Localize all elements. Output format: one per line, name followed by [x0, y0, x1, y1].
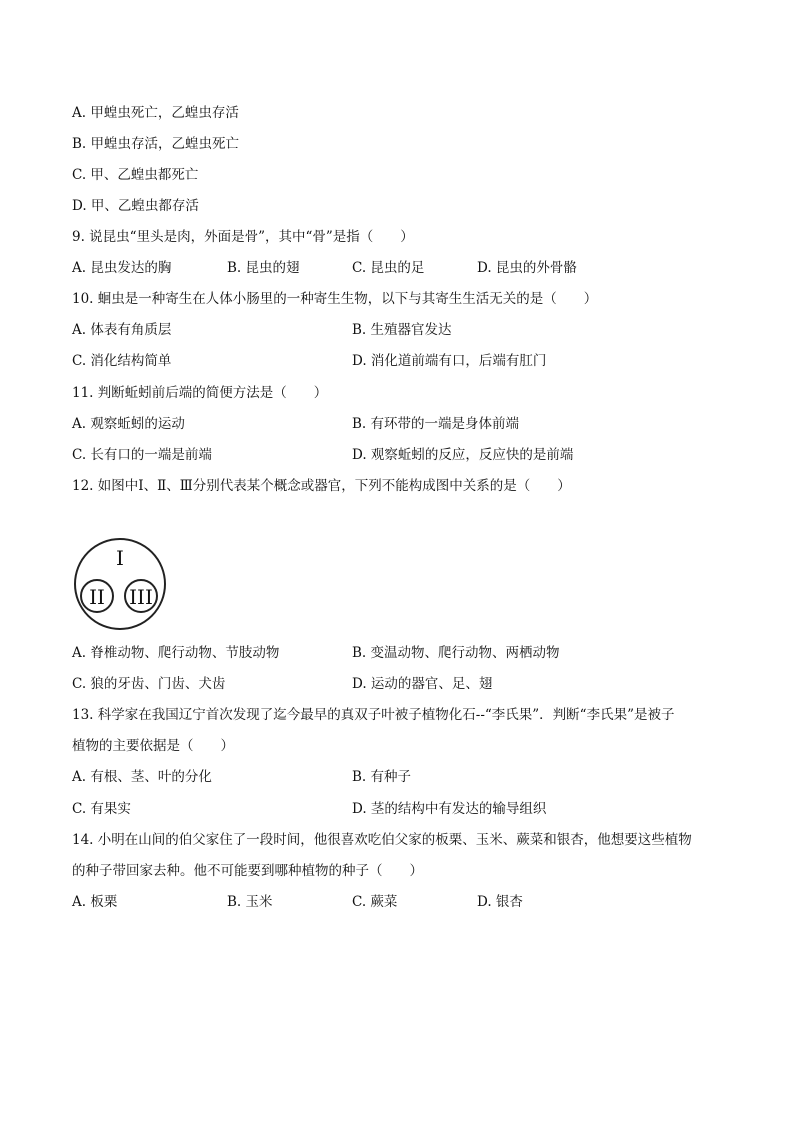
q12-option-b: B. 变温动物、爬行动物、两栖动物 — [352, 645, 560, 661]
q11-option-c: C. 长有口的一端是前端 — [72, 447, 212, 463]
q14-option-d: D. 银杏 — [477, 894, 523, 910]
diagram-label-2: II — [89, 585, 105, 609]
q10-option-b: B. 生殖器官发达 — [352, 322, 452, 338]
q10-option-a: A. 体表有角质层 — [72, 322, 172, 338]
q13-stem-line2: 植物的主要依据是（ ） — [72, 738, 234, 754]
q12-option-a: A. 脊椎动物、爬行动物、节肢动物 — [72, 645, 280, 661]
q12-option-c: C. 狼的牙齿、门齿、犬齿 — [72, 676, 226, 692]
q12-stem: 12. 如图中Ⅰ、Ⅱ、Ⅲ分别代表某个概念或器官，下列不能构成图中关系的是（ ） — [72, 478, 571, 494]
q8-option-b: B. 甲蝗虫存活，乙蝗虫死亡 — [72, 136, 240, 152]
q8-option-a: A. 甲蝗虫死亡，乙蝗虫存活 — [72, 105, 239, 121]
q12-option-d: D. 运动的器官、足、翅 — [352, 676, 493, 692]
q14-option-c: C. 蕨菜 — [352, 894, 398, 910]
q13-stem-line1: 13. 科学家在我国辽宁首次发现了迄今最早的真双子叶被子植物化石--“李氏果”．判断“李氏果”是被子 — [72, 707, 675, 723]
q10-option-d: D. 消化道前端有口，后端有肛门 — [352, 353, 547, 369]
q9-option-c: C. 昆虫的足 — [352, 260, 425, 276]
q11-option-a: A. 观察蚯蚓的运动 — [72, 416, 185, 432]
q10-stem: 10. 蛔虫是一种寄生在人体小肠里的一种寄生生物，以下与其寄生生活无关的是（ ） — [72, 291, 598, 307]
q11-option-d: D. 观察蚯蚓的反应，反应快的是前端 — [352, 447, 574, 463]
q8-option-c: C. 甲、乙蝗虫都死亡 — [72, 167, 199, 183]
q9-option-a: A. 昆虫发达的胸 — [72, 260, 172, 276]
q11-option-b: B. 有环带的一端是身体前端 — [352, 416, 520, 432]
q14-stem-line1: 14. 小明在山间的伯父家住了一段时间，他很喜欢吃伯父家的板栗、玉米、蕨菜和银杏，他想要这些植物 — [72, 832, 692, 848]
q9-stem: 9. 说昆虫“里头是肉，外面是骨”，其中“骨”是指（ ） — [72, 229, 414, 245]
diagram-label-3: III — [129, 585, 153, 609]
q8-option-d: D. 甲、乙蝗虫都存活 — [72, 198, 199, 214]
q11-stem: 11. 判断蚯蚓前后端的简便方法是（ ） — [72, 385, 328, 401]
q14-stem-line2: 的种子带回家去种。他不可能要到哪种植物的种子（ ） — [72, 863, 423, 879]
q13-option-d: D. 茎的结构中有发达的输导组织 — [352, 801, 547, 817]
q14-option-b: B. 玉米 — [227, 894, 273, 910]
q9-option-d: D. 昆虫的外骨骼 — [477, 260, 577, 276]
q14-option-a: A. 板栗 — [72, 894, 118, 910]
q13-option-c: C. 有果实 — [72, 801, 131, 817]
diagram-label-1: I — [116, 546, 124, 570]
q13-option-b: B. 有种子 — [352, 769, 412, 785]
q10-option-c: C. 消化结构简单 — [72, 353, 172, 369]
venn-diagram — [72, 536, 168, 632]
q9-option-b: B. 昆虫的翅 — [227, 260, 300, 276]
q13-option-a: A. 有根、茎、叶的分化 — [72, 769, 212, 785]
